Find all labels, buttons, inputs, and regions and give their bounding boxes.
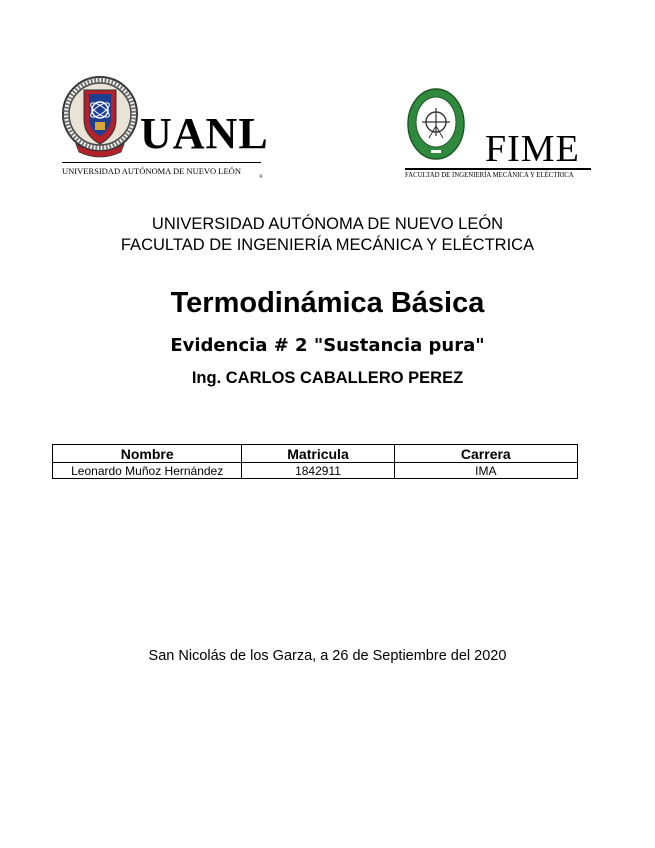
uanl-logo	[62, 74, 267, 186]
student-name: Leonardo Muñoz Hernández	[53, 463, 242, 479]
table-row	[53, 463, 578, 479]
fime-subtitle: FACULTAD DE INGENIERÍA MECÁNICA Y ELÉCTRICA	[405, 172, 574, 179]
course-title: Termodinámica Básica	[170, 287, 485, 319]
student-id: 1842911	[242, 463, 394, 479]
table-header-row	[53, 445, 578, 463]
column-header: Nombre	[53, 445, 242, 463]
fime-divider	[405, 168, 591, 170]
fime-logo	[403, 88, 593, 184]
fime-wordmark: FIME	[485, 128, 580, 170]
fime-seal-icon	[407, 88, 465, 160]
student-career: IMA	[394, 463, 577, 479]
uanl-seal-icon	[62, 74, 138, 158]
column-header: Carrera	[394, 445, 577, 463]
uanl-wordmark: UANL	[140, 109, 269, 158]
uanl-divider	[62, 162, 261, 163]
teacher-name: Ing. CARLOS CABALLERO PEREZ	[191, 369, 464, 387]
faculty-name: FACULTAD DE INGENIERÍA MECÁNICA Y ELÉCTRICA	[120, 236, 535, 254]
column-header: Matricula	[242, 445, 394, 463]
students-table	[52, 444, 578, 479]
assignment-title: Evidencia # 2 "Sustancia pura"	[170, 335, 485, 356]
place-date: San Nicolás de los Garza, a 26 de Septiembre del 2020	[148, 648, 507, 664]
registered-mark: ®	[259, 175, 263, 180]
university-name: UNIVERSIDAD AUTÓNOMA DE NUEVO LEÓN	[151, 215, 504, 233]
uanl-subtitle: UNIVERSIDAD AUTÓNOMA DE NUEVO LEÓN	[62, 166, 241, 176]
